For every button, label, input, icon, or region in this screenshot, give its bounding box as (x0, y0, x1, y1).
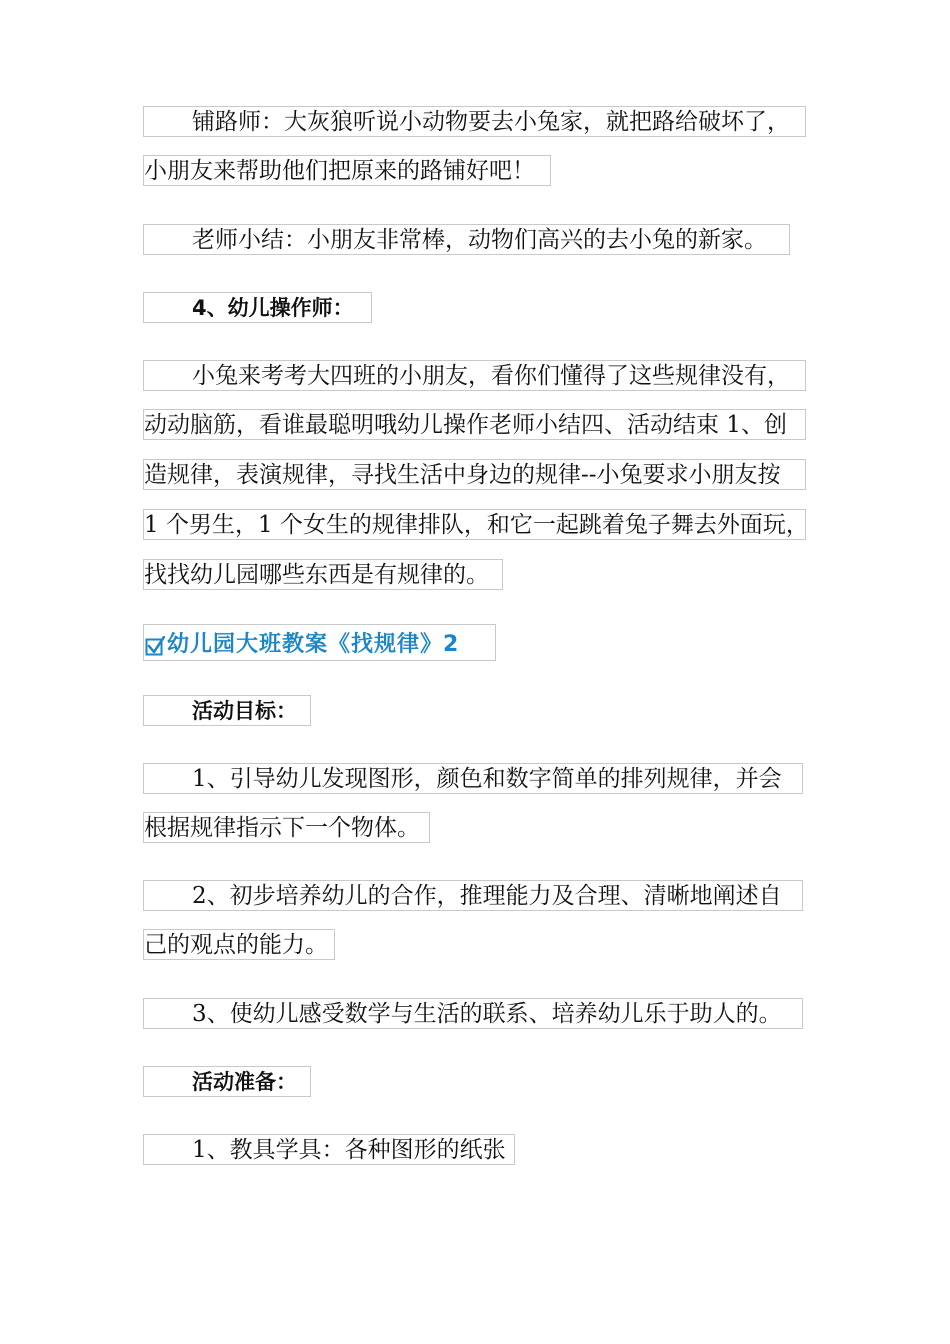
document-title (143, 624, 496, 661)
paragraph-line: 造规律，表演规律，寻找生活中身边的规律--小兔要求小朋友按 (143, 459, 806, 490)
paragraph-line: 老师小结：小朋友非常棒，动物们高兴的去小兔的新家。 (143, 224, 790, 255)
checkbox-checked-icon (145, 636, 165, 656)
paragraph-line: 1 个男生，1 个女生的规律排队，和它一起跳着兔子舞去外面玩， (143, 509, 806, 540)
section-heading: 4、幼儿操作师： (143, 292, 372, 323)
paragraph-line: 3、使幼儿感受数学与生活的联系、培养幼儿乐于助人的。 (143, 998, 803, 1029)
paragraph-line: 1、教具学具：各种图形的纸张 (143, 1134, 515, 1165)
section-heading: 活动准备： (143, 1066, 311, 1097)
paragraph-line: 小兔来考考大四班的小朋友，看你们懂得了这些规律没有， (143, 360, 806, 391)
paragraph-line: 铺路师：大灰狼听说小动物要去小兔家，就把路给破坏了， (143, 106, 806, 137)
paragraph-line: 1、引导幼儿发现图形，颜色和数字简单的排列规律，并会 (143, 763, 803, 794)
paragraph-line: 2、初步培养幼儿的合作，推理能力及合理、清晰地阐述自 (143, 880, 803, 911)
paragraph-line: 动动脑筋，看谁最聪明哦幼儿操作老师小结四、活动结束 1、创 (143, 409, 806, 440)
section-heading: 活动目标： (143, 695, 311, 726)
paragraph-line: 小朋友来帮助他们把原来的路铺好吧！ (143, 155, 551, 186)
paragraph-line: 找找幼儿园哪些东西是有规律的。 (143, 559, 503, 590)
document-title-text: 幼儿园大班教案《找规律》2 (167, 632, 460, 657)
paragraph-line: 根据规律指示下一个物体。 (143, 812, 430, 843)
paragraph-line: 己的观点的能力。 (143, 929, 335, 960)
